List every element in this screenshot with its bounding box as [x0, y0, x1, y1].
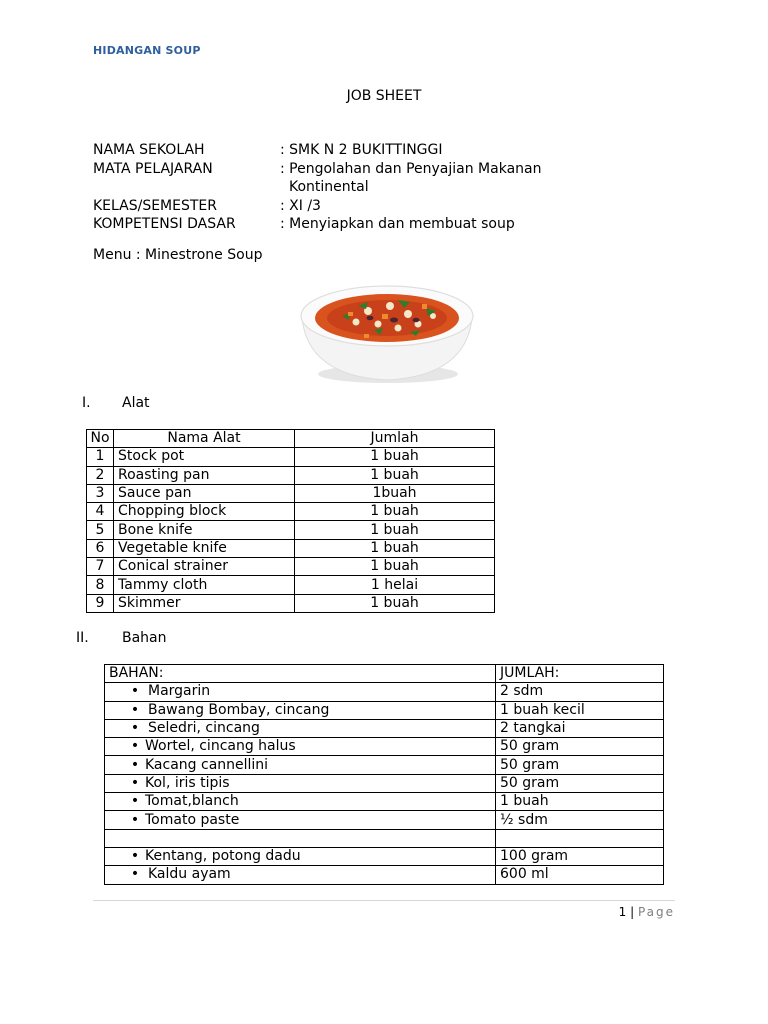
cell-item: Kol, iris tipis [145, 774, 230, 791]
bullet-icon: • [130, 774, 140, 791]
cell-bahan [105, 829, 496, 847]
cell-bahan [105, 866, 496, 884]
page-word: Page [637, 905, 675, 919]
alat-table [86, 429, 495, 613]
cell-name: Skimmer [114, 594, 295, 612]
column-header-bahan: BAHAN: [105, 665, 496, 683]
cell-qty: 1buah [295, 484, 495, 502]
bullet-icon: • [130, 866, 140, 883]
table-row [87, 558, 495, 576]
cell-item: Seledri, cincang [148, 720, 260, 737]
bullet-icon: • [130, 720, 140, 737]
cell-no: 5 [87, 521, 114, 539]
table-row [105, 811, 664, 829]
cell-no: 4 [87, 503, 114, 521]
cell-jumlah: 2 sdm [496, 683, 664, 701]
running-header: HIDANGAN SOUP [93, 44, 201, 57]
cell-jumlah: 100 gram [496, 847, 664, 865]
cell-jumlah [496, 829, 664, 847]
cell-no: 2 [87, 466, 114, 484]
cell-jumlah: 1 buah [496, 793, 664, 811]
info-value-line1: : Pengolahan dan Penyajian Makanan [280, 160, 542, 177]
column-header-name: Nama Alat [114, 430, 295, 448]
bullet-icon: • [130, 756, 140, 773]
page-number: 1 [618, 905, 627, 919]
footer-divider [93, 900, 675, 901]
cell-item: Kacang cannellini [145, 756, 269, 773]
info-label: KELAS/SEMESTER [93, 197, 217, 214]
cell-bahan [105, 738, 496, 756]
cell-item: Tomat,blanch [145, 793, 239, 810]
cell-qty: 1 buah [295, 521, 495, 539]
cell-item: Tomato paste [145, 811, 240, 828]
cell-jumlah: 2 tangkai [496, 719, 664, 737]
cell-jumlah: 50 gram [496, 756, 664, 774]
table-row [105, 774, 664, 792]
table-row [105, 793, 664, 811]
bahan-table [104, 664, 664, 885]
cell-item: Wortel, cincang halus [145, 738, 296, 755]
bullet-icon: • [130, 683, 140, 700]
table-row [105, 683, 664, 701]
table-row [87, 594, 495, 612]
cell-bahan [105, 847, 496, 865]
info-value [280, 160, 580, 197]
section-alat-heading [82, 395, 150, 411]
cell-jumlah: 1 buah kecil [496, 701, 664, 719]
cell-item: Kentang, potong dadu [145, 848, 301, 865]
column-header-no: No [87, 430, 114, 448]
cell-qty: 1 buah [295, 594, 495, 612]
table-row [87, 521, 495, 539]
column-header-qty: Jumlah [295, 430, 495, 448]
cell-item: Kaldu ayam [148, 866, 231, 883]
cell-name: Tammy cloth [114, 576, 295, 594]
cell-jumlah: 50 gram [496, 774, 664, 792]
cell-qty: 1 buah [295, 558, 495, 576]
bullet-icon: • [130, 811, 140, 828]
bullet-icon: • [130, 701, 140, 718]
bullet-icon: • [130, 848, 140, 865]
info-row-subject [93, 160, 580, 197]
cell-bahan [105, 793, 496, 811]
table-row [87, 448, 495, 466]
cell-name: Vegetable knife [114, 539, 295, 557]
cell-bahan [105, 756, 496, 774]
info-label: NAMA SEKOLAH [93, 142, 205, 158]
info-row-class [93, 197, 580, 216]
cell-item: Bawang Bombay, cincang [148, 701, 330, 718]
cell-qty: 1 helai [295, 576, 495, 594]
cell-bahan [105, 811, 496, 829]
document-title: JOB SHEET [346, 88, 422, 104]
cell-bahan [105, 701, 496, 719]
cell-no: 8 [87, 576, 114, 594]
cell-bahan [105, 683, 496, 701]
cell-qty: 1 buah [295, 539, 495, 557]
soup-bowl-image [298, 276, 476, 386]
cell-qty: 1 buah [295, 466, 495, 484]
cell-qty: 1 buah [295, 503, 495, 521]
section-title: Bahan [122, 630, 167, 646]
table-header-row [87, 430, 495, 448]
cell-no: 1 [87, 448, 114, 466]
cell-name: Stock pot [114, 448, 295, 466]
cell-name: Roasting pan [114, 466, 295, 484]
info-label: MATA PELAJARAN [93, 160, 213, 177]
info-value: : XI /3 [280, 197, 321, 214]
table-row [87, 503, 495, 521]
table-row [105, 847, 664, 865]
column-header-jumlah: JUMLAH: [496, 665, 664, 683]
page-separator: | [630, 905, 635, 919]
info-block [93, 141, 580, 234]
table-row [87, 576, 495, 594]
page-footer [619, 905, 675, 919]
cell-bahan [105, 774, 496, 792]
menu-line: Menu : Minestrone Soup [93, 247, 263, 263]
cell-jumlah: 50 gram [496, 738, 664, 756]
cell-name: Chopping block [114, 503, 295, 521]
table-row [105, 701, 664, 719]
table-row [105, 866, 664, 884]
cell-jumlah: ½ sdm [496, 811, 664, 829]
section-number: I. [82, 395, 91, 411]
table-row [105, 756, 664, 774]
bullet-icon: • [130, 793, 140, 810]
cell-name: Sauce pan [114, 484, 295, 502]
info-row-competency [93, 215, 580, 234]
cell-no: 6 [87, 539, 114, 557]
info-value: : Menyiapkan dan membuat soup [280, 216, 515, 232]
cell-item: Margarin [148, 683, 211, 700]
table-row [87, 484, 495, 502]
table-row [105, 738, 664, 756]
info-label: KOMPETENSI DASAR [93, 216, 236, 232]
cell-no: 3 [87, 484, 114, 502]
cell-no: 9 [87, 594, 114, 612]
cell-no: 7 [87, 558, 114, 576]
cell-jumlah: 600 ml [496, 866, 664, 884]
bullet-icon: • [130, 738, 140, 755]
info-value-line2: Kontinental [289, 179, 369, 195]
table-row [87, 466, 495, 484]
info-value: : SMK N 2 BUKITTINGGI [280, 142, 443, 158]
table-row-empty [105, 829, 664, 847]
section-bahan-heading [76, 630, 167, 646]
section-number: II. [76, 630, 89, 646]
table-row [105, 719, 664, 737]
table-row [87, 539, 495, 557]
info-row-school [93, 141, 580, 160]
cell-bahan [105, 719, 496, 737]
section-title: Alat [122, 395, 150, 411]
table-header-row [105, 665, 664, 683]
cell-name: Conical strainer [114, 558, 295, 576]
cell-name: Bone knife [114, 521, 295, 539]
cell-qty: 1 buah [295, 448, 495, 466]
